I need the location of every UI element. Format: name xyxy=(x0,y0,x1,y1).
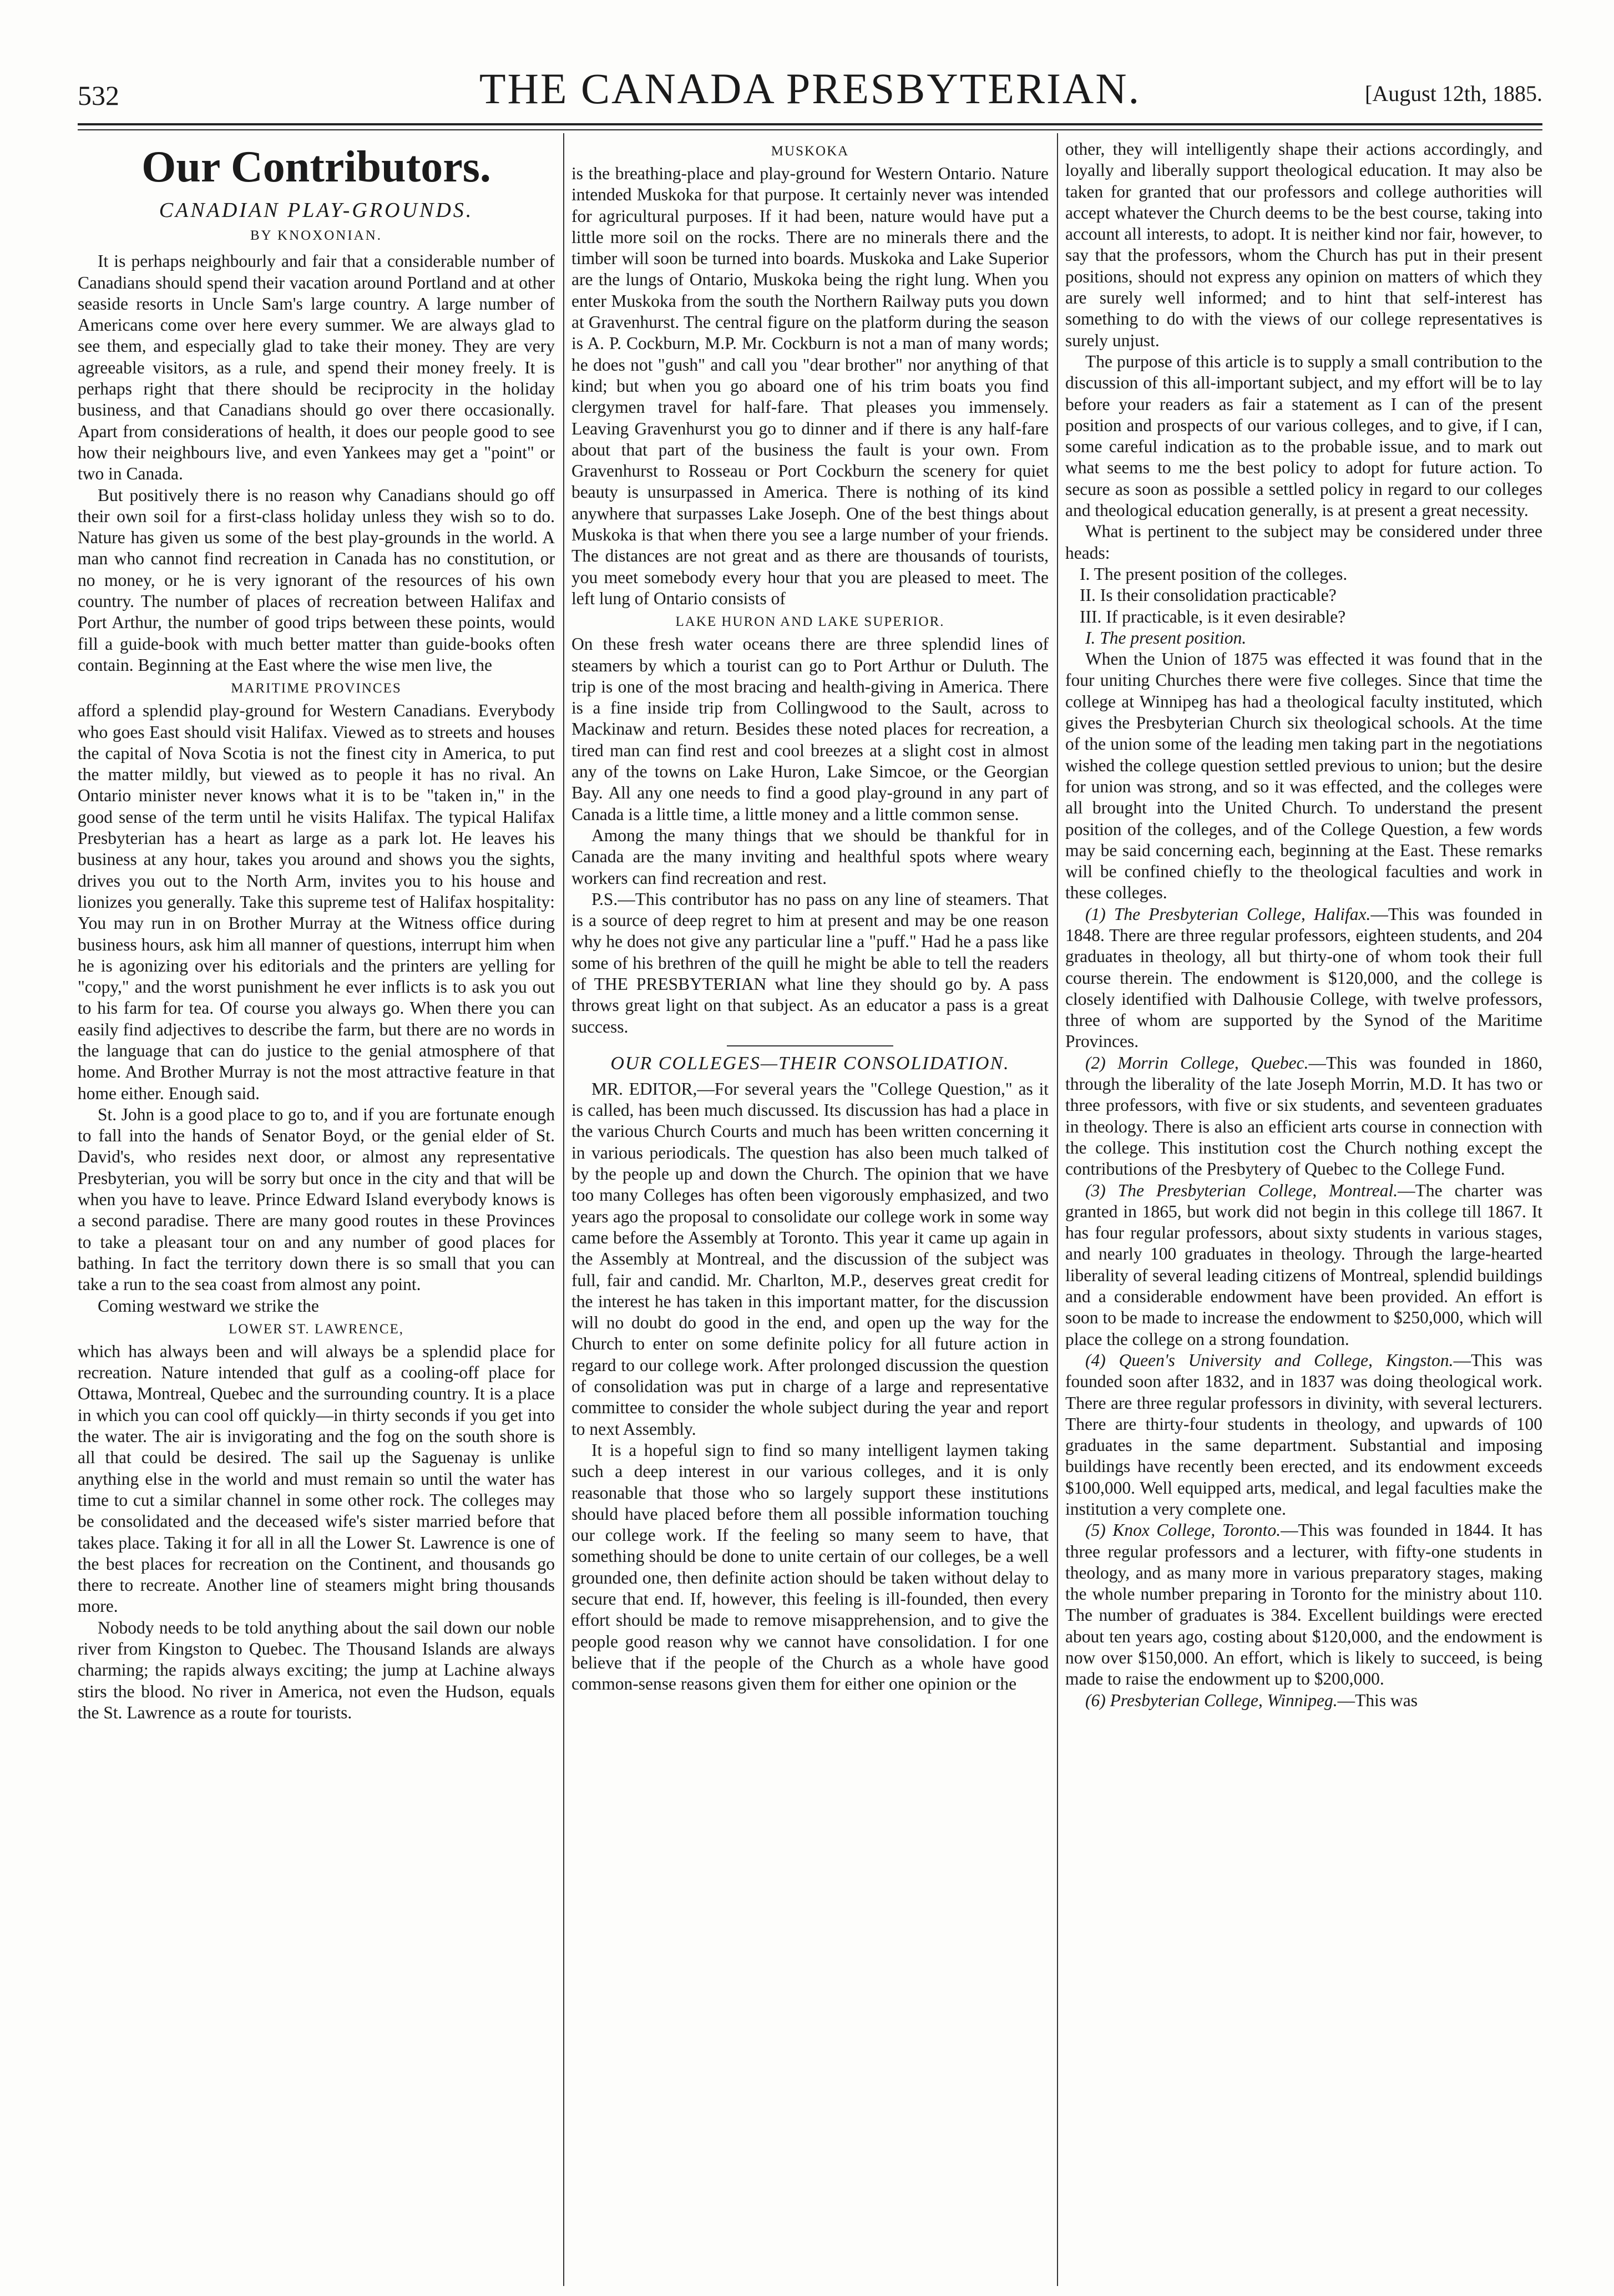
issue-date: [August 12th, 1885. xyxy=(1365,81,1542,106)
paragraph: Among the many things that we should be thankful for in Canada are the many inviting and healthful spots where weary workers can find recreation and rest. xyxy=(571,825,1049,888)
college-entry-winnipeg xyxy=(1065,1690,1542,1711)
column-divider-1 xyxy=(563,133,564,2286)
college-text: —This was founded in 1844. It has three regular professors and a lecturer, with fifty-one students in theology, and as many more in various preparatory stages, making the whole number preparing in Toronto for the ministry about 110. The number of graduates is 384. Excellent buildings were erected about ten years ago, costing about $120,000, and the endowment is now over $150,000. An effort, which is likely to succeed, is being made to raise the endowment up to $200,000. xyxy=(1065,1520,1542,1689)
column-3 xyxy=(1065,139,1542,2280)
college-name: (5) Knox College, Toronto. xyxy=(1085,1520,1281,1540)
college-name: (1) The Presbyterian College, Halifax. xyxy=(1085,904,1371,924)
subheading-lakes: LAKE HURON AND LAKE SUPERIOR. xyxy=(675,614,945,630)
column-1 xyxy=(78,139,555,2280)
paragraph: St. John is a good place to go to, and if you are fortunate enough to fall into the hands of Senator Boyd, or the genial elder of St. David's, who resides next door, or almost any representative Presbyterian, you will be sorry but once in the city and that will be when you have to leave. Prince Edward Island everybody knows is a second paradise. There are many good routes in these Provinces to take a pleasant tour on and any number of good places for bathing. In fact the territory down there is so small that you can take a run to the sea coast from almost any point. xyxy=(78,1104,555,1294)
column-divider-2 xyxy=(1057,133,1058,2286)
list-item: III. If practicable, is it even desirable? xyxy=(1080,606,1346,626)
heads-list xyxy=(1065,564,1542,628)
paragraph: MR. EDITOR,—For several years the "College Question," as it is called, has been much discussed. Its discussion has had a place in the various Church Courts and much has been written concerning it in various periodicals. The question has also been much talked of by the people up and down the Church. The opinion that we have too many Colleges has often been vigorously emphasized, and two years ago the proposal to consolidate our college work in some way came before the Assembly at Toronto. This year it came up again in the Assembly at Montreal, and the discussion of the subject was full, fair and candid. Mr. Charlton, M.P., deserves great credit for the interest he has taken in this important matter, for the discussion will no doubt do good in the end, and open up the way for the Church to enter on some definite policy for all future action in regard to our college work. After prolonged discussion the question of consolidation was put in charge of a large and representative committee to consider the whole subject during the year and report to next Assembly. xyxy=(571,1079,1049,1439)
section-divider xyxy=(727,1045,893,1046)
newspaper-title: THE CANADA PRESBYTERIAN. xyxy=(479,64,1141,113)
subheading-lower-st-lawrence: LOWER ST. LAWRENCE, xyxy=(228,1321,404,1337)
college-entry-montreal xyxy=(1065,1180,1542,1350)
college-name: (4) Queen's University and College, Kingston. xyxy=(1085,1350,1454,1370)
college-name: (2) Morrin College, Quebec. xyxy=(1085,1053,1309,1073)
list-item: I. The present position of the colleges. xyxy=(1080,564,1348,584)
section-heading: I. The present position. xyxy=(1085,628,1247,648)
college-text: —This was founded soon after 1832, and in 1837 was doing theological work. There are three regular professors in divinity, with several lecturers. There are thirty-four students in theology, and upwards of 100 graduates in the same department. Substantial and imposing buildings have recently been erected, and its endowment exceeds $100,000. Well equipped arts, medical, and legal faculties make the institution a very complete one. xyxy=(1065,1350,1542,1519)
paragraph: But positively there is no reason why Canadians should go off their own soil for a first-class holiday unless they wish so to do. Nature has given us some of the best play-grounds in the world. A man who cannot find recreation in Canada has no constitution, or no money, or he is very ignorant of the resources of his own country. The number of places of recreation between Halifax and Port Arthur, the number of good trips between these points, would fill a guide-book with much better matter than guide-books often contain. Beginning at the East where the wise men live, the xyxy=(78,485,555,675)
list-item: II. Is their consolidation practicable? xyxy=(1080,585,1337,605)
college-entry-halifax xyxy=(1065,904,1542,1053)
college-text: —The charter was granted in 1865, but work did not begin in this college till 1867. It has four regular professors, about sixty students in various stages, and nearly 100 graduates in theology. Through the large-hearted liberality of several leading citizens of Montreal, splendid buildings and a considerable endowment have been provided. An effort is soon to be made to increase the endowment to $250,000, which will place the college on a strong foundation. xyxy=(1065,1180,1542,1349)
paragraph: afford a splendid play-ground for Western Canadians. Everybody who goes East should visit Halifax. Viewed as to streets and houses the capital of Nova Scotia is not the finest city in America, to put the matter mildly, but viewed as to people it has no rival. An Ontario minister never knows what it is to be "taken in," in the good sense of the term until he visits Halifax. The typical Halifax Presbyterian has a heart as large as a park lot. He leaves his business at any hour, takes you around and shows you the sights, drives you out to the North Arm, invites you to his house and lionizes you generally. Take this supreme test of Halifax hospitality: You may run in on Brother Murray at the Witness office during business hours, ask him all manner of questions, interrupt him when he is agonizing over his editorials and the printers are yelling for "copy," and the worst punishment he ever inflicts is to ask you out to his farm for tea. Of course you always go. When there you can easily find adjectives to describe the farm, but there are no words in the language that can do justice to the genial atmosphere of that home. And Brother Murray is not the most attractive feature in that home either. Enough said. xyxy=(78,701,555,1103)
paragraph: other, they will intelligently shape their actions accordingly, and loyally and liberally support theological education. It may also be taken for granted that our professors and college authorities will accept whatever the Church deems to be the best course, taking into account all interests, to adopt. It is neither kind nor fair, however, to say that the professors, whom the Church has put in their present positions, should not express any opinion on matters of which they are surely well informed; and to hint that self-interest has something to do with the views of our college representatives is surely unjust. xyxy=(1065,139,1542,350)
article-title-playgrounds: CANADIAN PLAY-GROUNDS. xyxy=(159,199,474,222)
masthead xyxy=(78,64,1542,119)
paragraph: which has always been and will always be a splendid place for recreation. Nature intended that gulf as a cooling-off place for Ottawa, Montreal, Quebec and the surrounding country. It is a place in which you can cool off quickly—in thirty seconds if you get into the water. The air is invigorating and the fog on the south shore is all that could be desired. The sail up the Saguenay is unlike anything else in the world and must remain so until the water has time to cut a similar channel in some other rock. The colleges may be consolidated and the deceased wife's sister married before that takes place. Taking it for all in all the Lower St. Lawrence is one of the best places for recreation on the Continent, and thousands go there to recreate. Another line of steamers might bring thousands more. xyxy=(78,1341,555,1616)
paragraph: What is pertinent to the subject may be considered under three heads: xyxy=(1065,522,1542,563)
byline: BY KNOXONIAN. xyxy=(250,228,383,243)
paragraph: Nobody needs to be told anything about the sail down our noble river from Kingston to Quebec. The Thousand Islands are always charming; the rapids always exciting; the jump at Lachine always stirs the blood. No river in America, not even the Hudson, equals the St. Lawrence as a route for tourists. xyxy=(78,1617,555,1722)
college-text: —This was founded in 1848. There are three regular professors, eighteen students, and 204 graduates in theology, all but thirty-one of whom took their full course therein. The endowment is $120,000, and the college is closely identified with Dalhousie College, with twelve professors, three of whom are supported by the Synod of the Maritime Provinces. xyxy=(1065,904,1542,1051)
college-text: —This was founded in 1860, through the liberality of the late Joseph Morrin, M.D. It has two or three professors, with five or six students, and seventeen graduates in theology. There is also an efficient arts course in connection with the college. This institution cost the Church nothing except the contributions of the Presbytery of Quebec to the College Fund. xyxy=(1065,1053,1542,1179)
paragraph: P.S.—This contributor has no pass on any line of steamers. That is a source of deep regret to him at present and may be one reason why he does not give any particular line a "puff." Had he a pass like some of his brethren of the quill he might be able to tell the readers of THE PRESBYTERIAN what line they should go by. A pass throws great light on that subject. As an educator a pass is a great success. xyxy=(571,889,1049,1036)
paragraph: is the breathing-place and play-ground for Western Ontario. Nature intended Muskoka for that purpose. It certainly never was intended for agricultural purposes. If it had been, nature would have put a little more soil on the rocks. There are no minerals there and the timber will soon be turned into boards. Muskoka and Lake Superior are the lungs of Ontario, Muskoka being the right lung. When you enter Muskoka from the south the Northern Railway puts you down at Gravenhurst. The central figure on the platform during the season is A. P. Cockburn, M.P. Mr. Cockburn is not a man of many words; he does not "gush" and call you "dear brother" nor anything of that kind; but when you go aboard one of his trim boats you find clergymen travel for half-fare. That pleases you immensely. Leaving Gravenhurst you go to dinner and if there is any half-fare about that part of the business the fault is your own. From Gravenhurst to Rosseau or Port Cockburn the scenery for quiet beauty is unsurpassed in America. There is nothing of its kind anywhere that surpasses Lake Joseph. One of the best things about Muskoka is that when there you see a large number of your friends. The distances are not great and as there are thousands of tourists, you meet somebody every hour that you are pleased to meet. The left lung of Ontario consists of xyxy=(571,164,1049,608)
college-entry-morrin xyxy=(1065,1053,1542,1180)
article-title-colleges: OUR COLLEGES—THEIR CONSOLIDATION. xyxy=(610,1053,1010,1074)
paragraph: It is a hopeful sign to find so many intelligent laymen taking such a deep interest in our various colleges, and it is only reasonable that those who so largely support these institutions should have placed before them all possible information touching our college work. If the feeling so many seem to have, that something should be done to unite certain of our colleges, be a well grounded one, then definite action should be taken without delay to secure that end. If, however, this feeling is ill-founded, then every effort should be made to remove misapprehension, and to give the people good reason why we cannot have consolidation. I for one believe that if the people of the Church as a whole have good common-sense reasons given them for either one opinion or the xyxy=(571,1440,1049,1694)
college-name: (6) Presbyterian College, Winnipeg. xyxy=(1085,1690,1338,1710)
subheading-maritime: MARITIME PROVINCES xyxy=(231,681,402,696)
paragraph: The purpose of this article is to supply a small contribution to the discussion of this all-important subject, and my effort will be to lay before your readers as fair a statement as I can of the present position and prospects of our various colleges, and to give, if I can, some careful indication as to the probable issue, and to mark out what seems to me the best policy to adopt for future action. To secure as soon as possible a settled policy in regard to our colleges and theological education generally, is at present a great necessity. xyxy=(1065,351,1542,520)
college-entry-kingston xyxy=(1065,1350,1542,1520)
paragraph: On these fresh water oceans there are three splendid lines of steamers by which a tourist can go to Port Arthur or Duluth. The trip is one of the most bracing and health-giving in America. There is a fine inside trip from Collingwood to the Sault, across to Mackinaw and return. Besides these noted places for recreation, a tired man can find rest and cool breezes at a slight cost in almost any of the towns on Lake Huron, Lake Simcoe, or the Georgian Bay. All any one needs to find a good play-ground in any part of Canada is a little time, a little money and a little common sense. xyxy=(571,634,1049,824)
section-banner: Our Contributors. xyxy=(141,143,491,191)
college-text: —This was xyxy=(1337,1690,1418,1710)
paragraph: It is perhaps neighbourly and fair that a considerable number of Canadians should spend their vacation around Portland and at other seaside resorts in Uncle Sam's large country. A large number of Americans come over here every summer. We are always glad to see them, and especially glad to take their money. They are very agreeable visitors, as a rule, and spend their money freely. It is perhaps right that there should be reciprocity in the holiday business, and that Canadians should go over there occasionally. Apart from considerations of health, it does our people good to see how their neighbours live, and even Yankees may get a "point" or two in Canada. xyxy=(78,251,555,484)
masthead-rule-thick xyxy=(78,123,1542,125)
paragraph: When the Union of 1875 was effected it was found that in the four uniting Churches there were five colleges. Since that time the college at Winnipeg has had a theological faculty instituted, which gives the Presbyterian Church six theological schools. At the time of the union some of the leading men taking part in the negotiations wished the college question settled previous to union; but the desire for union was strong, and so it was effected, and the colleges were all brought into the United Church. To understand the present position of the colleges, and of the College Question, a few words may be said concerning each, beginning at the East. These remarks will be confined chiefly to the theological faculties and work in these colleges. xyxy=(1065,649,1542,903)
college-name: (3) The Presbyterian College, Montreal. xyxy=(1085,1180,1398,1200)
paragraph: Coming westward we strike the xyxy=(98,1296,319,1316)
college-entry-knox xyxy=(1065,1520,1542,1690)
column-2 xyxy=(571,139,1049,2280)
subheading-muskoka: MUSKOKA xyxy=(771,144,849,159)
masthead-rule-thin xyxy=(78,129,1542,130)
page-number: 532 xyxy=(78,80,119,111)
